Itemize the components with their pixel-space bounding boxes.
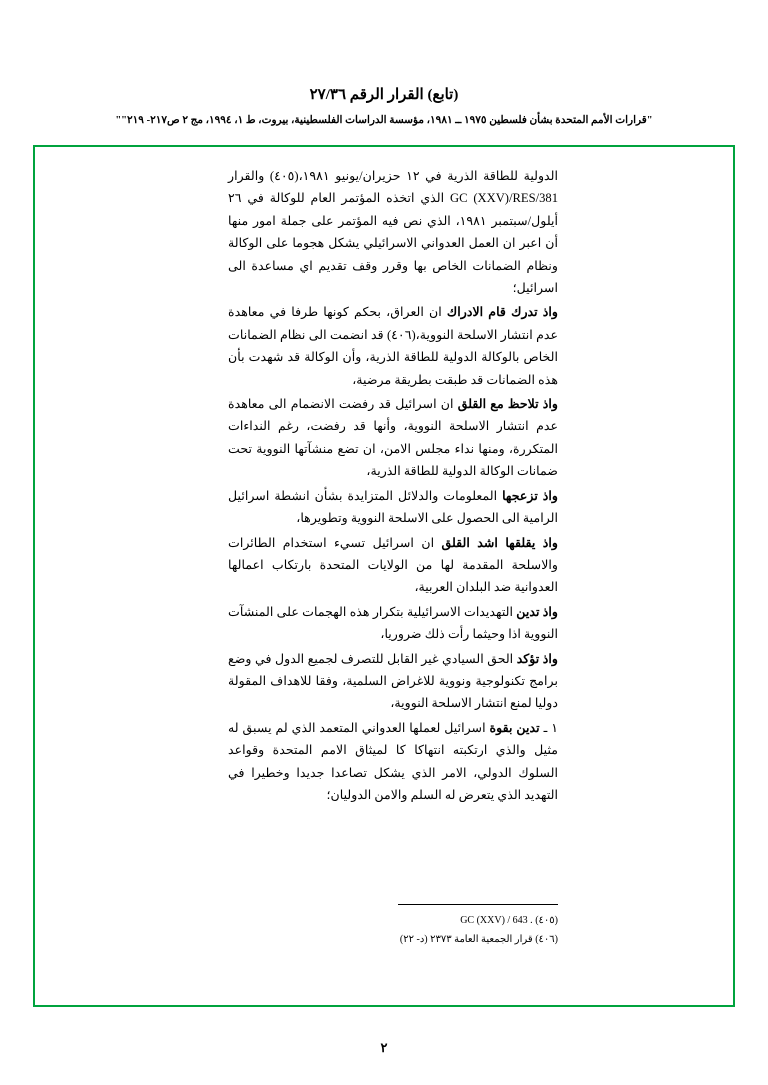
paragraph-3 [228,393,558,483]
paragraph-4-lead: واذ تزعجها [502,488,558,503]
paragraph-2-text: ان العراق، بحكم كونها طرفا في معاهدة عدم انتشار الاسلحة النووية،(٤٠٦) قد انضمت الى نظام الضمانات الخاص بالوكالة الدولية للطاقة الذرية، وأن الوكالة قد شهدت بأن هذه الضمانات قد طبقت بطريقة مرضية، [228,305,559,387]
paragraph-2 [228,301,558,391]
footnote-item [228,911,558,930]
green-border-frame [33,145,735,1007]
page-title: (تابع) القرار الرقم ٢٧/٣٦ [309,87,459,103]
paragraph-1-text: الدولية للطاقة الذرية في ١٢ حزيران/يونيو ١٩٨١،(٤٠٥) والقرار GC (XXV)/RES/381 الذي اتخذه المؤتمر العام للوكالة في ٢٦ أيلول/سبتمبر ١٩٨١، الذي نص فيه المؤتمر على جملة امور منها أن اعبر ان العمل العدواني الاسرائيلي يشكل هجوما على الوكالة ونظام الضمانات الخاص بها وقرر وقف تقديم اي مساعدة الى اسرائيل؛ [228,169,558,296]
paragraph-7-text: الحق السيادي غير القابل للتصرف لجميع الدول في وضع برامج تكنولوجية ونووية للاغراض السلمية، وفقا للاهداف المقولة دوليا لمنع انتشار الاسلحة النووية، [228,651,558,711]
paragraph-6 [228,601,558,646]
paragraph-5-text: ان اسرائيل تسيء استخدام الطائرات والاسلحة المقدمة لها من الولايات المتحدة بارتكاب اعمالها العدوانية ضد البلدان العربية، [228,535,558,595]
numbered-item-1-keyword: تدين بقوة [489,720,540,735]
paragraph-7 [228,648,558,715]
footnote-text: قرار الجمعية العامة ٢٣٧٣ (د- ٢٢) [399,934,533,945]
numbered-item-1 [228,717,558,807]
footnote-marker: (٤٠٥) [535,915,558,926]
paragraph-3-lead: واذ تلاحظ مع القلق [457,397,558,412]
paragraph-5 [228,532,558,599]
paragraph-4-text: المعلومات والدلائل المتزايدة بشأن انشطة اسرائيل الرامية الى الحصول على الاسلحة النووية وتطويرها، [228,488,558,526]
source-citation: "قرارات الأمم المتحدة بشأن فلسطين ١٩٧٥ ــ ١٩٨١، مؤسسة الدراسات الفلسطينية، بيروت، ط ١، ١٩٩٤، مج ٢ ص٢١٧- ٢١٩"" [115,114,653,126]
body-text [228,165,558,808]
page-number: ٢ [380,1040,388,1055]
paragraph-6-lead: واذ تدين [516,604,558,619]
numbered-item-1-text: اسرائيل لعملها العدواني المتعمد الذي لم يسبق له مثيل والذي ارتكبته انتهاكا كا لميثاق الامم المتحدة وقواعد السلوك الدولي، الامر الذي يشكل تصاعدا جديدا وخطيرا في التهديد الذي يتعرض له السلم والامن الدوليان؛ [228,720,558,802]
footnote-separator [398,904,558,905]
numbered-item-1-number: ١ ـ [543,720,559,735]
footnote-marker: (٤٠٦) [535,934,558,945]
paragraph-4 [228,485,558,530]
paragraph-5-lead: واذ يقلقها اشد القلق [441,535,558,550]
footnote-text: GC (XXV) / 643 . [460,915,533,926]
paragraph-7-lead: واذ تؤكد [516,651,558,666]
paragraph-1 [228,165,558,299]
paragraph-2-lead: واذ تدرك قام الادراك [446,305,558,320]
footnote-item [228,930,558,949]
paragraph-6-text: التهديدات الاسرائيلية بتكرار هذه الهجمات على المنشآت النووية اذا وحيثما رأت ذلك ضروريا، [228,604,558,642]
paragraph-3-text: ان اسرائيل قد رفضت الانضمام الى معاهدة عدم انتشار الاسلحة النووية، وأنها قد رفضت، رغم النداءات المتكررة، ومنها نداء مجلس الامن، ان تضع منشآتها النووية تحت ضمانات الوكالة الدولية للطاقة الذرية، [228,397,558,479]
page-header [0,86,768,127]
footnotes [228,904,558,949]
